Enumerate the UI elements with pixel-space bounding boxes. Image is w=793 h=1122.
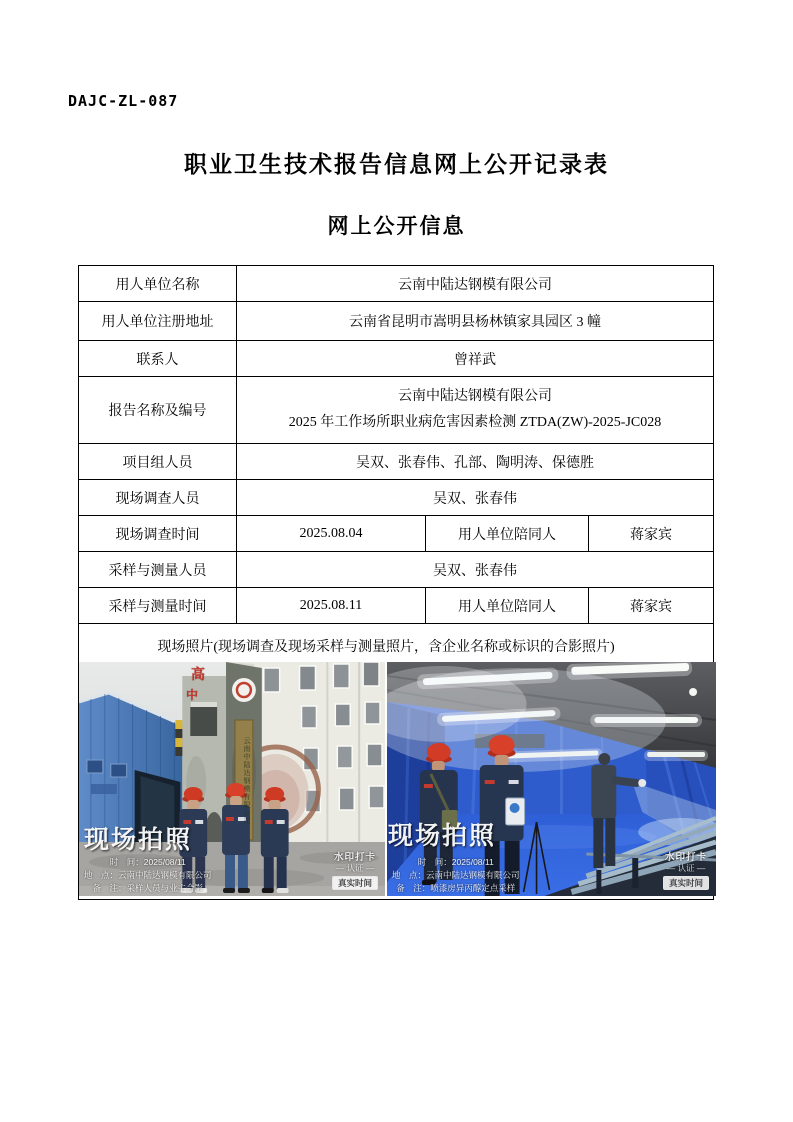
company-emblem (232, 678, 256, 702)
real-time-badge: 真实时间 (663, 876, 709, 890)
sampling-staff-value: 吴双、张春伟 (237, 552, 714, 588)
employer-name-value: 云南中陆达钢模有限公司 (237, 266, 714, 302)
photo-strip (79, 662, 716, 896)
employer-address-label: 用人单位注册地址 (79, 302, 237, 341)
report-name-line: 云南中陆达钢模有限公司 (398, 389, 552, 404)
employer-address-value: 云南省昆明市嵩明县杨林镇家具园区 3 幢 (237, 302, 714, 341)
table-row (79, 588, 714, 624)
survey-escort-label: 用人单位陪同人 (426, 516, 589, 552)
pipe-end (689, 688, 697, 696)
survey-time-label: 现场调查时间 (79, 516, 237, 552)
table-row (79, 480, 714, 516)
watermark-info (84, 856, 212, 895)
photos-caption: 现场照片(现场调查及现场采样与测量照片，含企业名称或标识的合影照片) (157, 636, 618, 656)
watermark-time: 时 间：2025/08/11 (417, 856, 494, 867)
watermark-title: 现场拍照 (388, 821, 497, 850)
table-row (79, 266, 714, 302)
watermark-note: 备 注：采样人员与业主合影 (92, 882, 204, 893)
public-info-table (78, 265, 714, 900)
watermark-stamp (663, 852, 709, 890)
sampling-staff-label: 采样与测量人员 (79, 552, 237, 588)
table-row (79, 516, 714, 552)
page-subtitle: 网上公开信息 (327, 215, 466, 238)
watermark-title: 现场拍照 (84, 825, 193, 854)
project-team-label: 项目组人员 (79, 444, 237, 480)
building-sign-char: 高 (191, 665, 205, 682)
page-title: 职业卫生技术报告信息网上公开记录表 (184, 151, 609, 177)
table-row (79, 552, 714, 588)
document-code: DAJC-ZL-087 (68, 92, 179, 110)
stamp-certified: — 认证 — (335, 862, 375, 873)
contact-label: 联系人 (79, 341, 237, 377)
stamp-certified: — 认证 — (666, 862, 706, 873)
sampling-escort-label: 用人单位陪同人 (426, 588, 589, 624)
employer-name-label: 用人单位名称 (79, 266, 237, 302)
watermark-place: 地 点：云南中陆达钢模有限公司 (84, 869, 212, 880)
report-label: 报告名称及编号 (79, 377, 237, 444)
building-sign-char: 中 (186, 687, 199, 702)
survey-staff-label: 现场调查人员 (79, 480, 237, 516)
sampling-time-value: 2025.08.11 (237, 588, 426, 624)
watermark-info (392, 856, 520, 895)
survey-escort-name: 蒋家宾 (589, 516, 714, 552)
photo-factory-exterior (79, 662, 385, 896)
survey-time-value: 2025.08.04 (237, 516, 426, 552)
survey-staff-value: 吴双、张春伟 (237, 480, 714, 516)
watermark-note: 备 注：喷漆房异丙醇定点采样 (396, 882, 516, 893)
watermark-time: 时 间：2025/08/11 (109, 856, 186, 867)
photos-cell (79, 624, 714, 900)
table-row (79, 341, 714, 377)
report-value (237, 377, 714, 444)
spray-glove (638, 779, 646, 787)
table-row-photos (79, 624, 714, 900)
stamp-app-name: 水印打卡 (333, 851, 376, 863)
real-time-badge: 真实时间 (332, 876, 378, 890)
watermark-place: 地 点：云南中陆达钢模有限公司 (392, 869, 520, 880)
table-row (79, 444, 714, 480)
stamp-app-name: 水印打卡 (664, 851, 707, 863)
company-plaque-text: 云南中陆达钢模有限公司 (243, 736, 251, 825)
contact-value: 曾祥武 (237, 341, 714, 377)
table-row (79, 377, 714, 444)
project-team-value: 吴双、张春伟、孔部、陶明涛、保德胜 (237, 444, 714, 480)
table-row (79, 302, 714, 341)
report-number-line: 2025 年工作场所职业病危害因素检测 ZTDA(ZW)-2025-JC028 (288, 415, 662, 430)
watermark-stamp (332, 852, 378, 890)
hazard-stripes (175, 720, 182, 756)
sampling-escort-name: 蒋家宾 (589, 588, 714, 624)
sampling-time-label: 采样与测量时间 (79, 588, 237, 624)
photo-spray-booth (387, 662, 716, 896)
